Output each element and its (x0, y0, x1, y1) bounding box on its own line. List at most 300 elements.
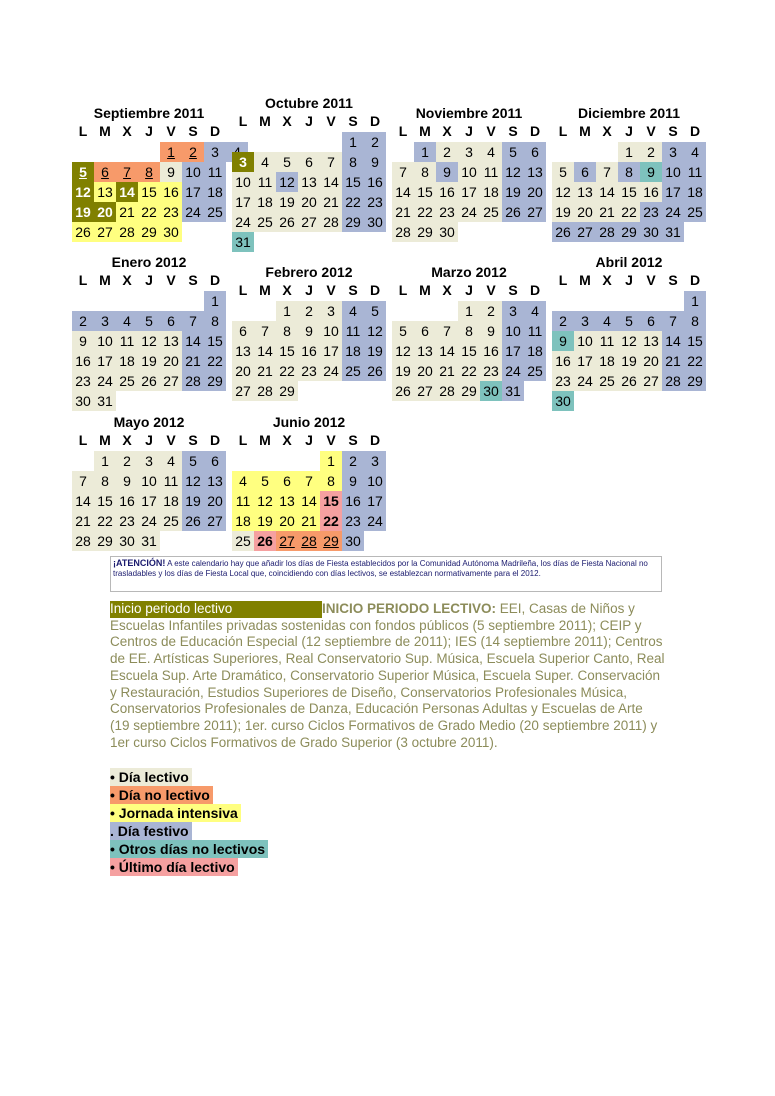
day-cell: 27 (298, 212, 320, 232)
day-cell: 10 (94, 331, 116, 351)
day-cell: 13 (574, 182, 596, 202)
weekday-header (72, 122, 226, 140)
day-cell: 8 (414, 162, 436, 182)
day-cell: 31 (138, 531, 160, 551)
day-cell: 3 (364, 451, 386, 471)
day-cell: 30 (480, 381, 502, 401)
day-cell: 28 (662, 371, 684, 391)
day-cell: 19 (254, 511, 276, 531)
day-cell: 30 (552, 391, 574, 411)
day-cell: 28 (392, 222, 414, 242)
weekday-letter: L (558, 123, 568, 139)
day-cell: 12 (182, 471, 204, 491)
weekday-header (392, 122, 546, 140)
weekday-letter: D (689, 272, 701, 288)
day-cell: 5 (138, 311, 160, 331)
day-cell: 9 (480, 321, 502, 341)
day-cell: 18 (204, 182, 226, 202)
day-cell: 22 (618, 202, 640, 222)
day-cell: 9 (116, 471, 138, 491)
weekday-letter: X (282, 113, 292, 129)
weekday-letter: V (326, 282, 336, 298)
weekday-letter: J (465, 123, 473, 139)
day-cell: 9 (72, 331, 94, 351)
day-cell: 8 (204, 311, 226, 331)
day-cell: 31 (502, 381, 524, 401)
day-cell: 15 (342, 172, 364, 192)
day-cell: 1 (414, 142, 436, 162)
day-cell: 1 (458, 301, 480, 321)
day-cell: 20 (204, 491, 226, 511)
weekday-header (72, 431, 226, 449)
inicio-periodo-tag: Inicio periodo lectivo (110, 601, 322, 618)
day-cell: 28 (298, 531, 320, 551)
day-cell: 29 (276, 381, 298, 401)
day-cell: 16 (436, 182, 458, 202)
day-cell: 21 (72, 511, 94, 531)
day-cell: 27 (640, 371, 662, 391)
day-cell: 4 (232, 471, 254, 491)
day-cell: 6 (94, 162, 116, 182)
day-cell: 28 (596, 222, 618, 242)
day-cell: 14 (392, 182, 414, 202)
weekday-letter: M (99, 123, 111, 139)
day-cell: 9 (342, 471, 364, 491)
weekday-letter: V (166, 272, 176, 288)
day-cell: 25 (684, 202, 706, 222)
weekday-letter: L (398, 282, 408, 298)
day-cell: 24 (182, 202, 204, 222)
day-cell: 25 (232, 531, 254, 551)
day-cell: 2 (298, 301, 320, 321)
day-cell: 30 (72, 391, 94, 411)
day-cell: 21 (182, 351, 204, 371)
day-cell: 15 (618, 182, 640, 202)
weekday-letter: S (508, 123, 518, 139)
weekday-letter: V (326, 432, 336, 448)
day-cell: 2 (182, 142, 204, 162)
day-cell: 6 (574, 162, 596, 182)
day-cell: 12 (276, 172, 298, 192)
day-cell: 1 (320, 451, 342, 471)
day-cell: 26 (254, 531, 276, 551)
month-title: Enero 2012 (111, 254, 187, 270)
day-cell: 16 (364, 172, 386, 192)
day-cell: 15 (138, 182, 160, 202)
day-cell: 1 (276, 301, 298, 321)
day-cell: 29 (204, 371, 226, 391)
notice-heading: ¡ATENCIÓN! (113, 558, 166, 568)
day-cell: 26 (182, 511, 204, 531)
weekday-letter: M (99, 272, 111, 288)
day-cell: 18 (160, 491, 182, 511)
weekday-letter: V (646, 272, 656, 288)
day-cell: 10 (662, 162, 684, 182)
day-cell: 20 (160, 351, 182, 371)
weekday-letter: S (348, 282, 358, 298)
day-cell: 12 (392, 341, 414, 361)
weekday-letter: M (99, 432, 111, 448)
day-cell: 8 (342, 152, 364, 172)
day-cell: 7 (182, 311, 204, 331)
day-cell: 9 (364, 152, 386, 172)
day-cell: 26 (364, 361, 386, 381)
day-cell: 16 (298, 341, 320, 361)
weekday-letter: M (579, 123, 591, 139)
day-cell: 15 (684, 331, 706, 351)
weekday-letter: L (78, 272, 88, 288)
weekday-letter: D (369, 432, 381, 448)
day-cell: 8 (276, 321, 298, 341)
day-cell: 13 (94, 182, 116, 202)
day-cell: 12 (618, 331, 640, 351)
weekday-letter: L (78, 432, 88, 448)
day-cell: 6 (524, 142, 546, 162)
weekday-letter: V (646, 123, 656, 139)
day-cell: 21 (596, 202, 618, 222)
day-cell: 18 (684, 182, 706, 202)
day-cell: 11 (524, 321, 546, 341)
weekday-letter: X (602, 123, 612, 139)
day-cell: 18 (524, 341, 546, 361)
day-cell: 11 (596, 331, 618, 351)
day-cell: 19 (392, 361, 414, 381)
month-title: Noviembre 2011 (415, 105, 523, 121)
day-cell: 4 (684, 142, 706, 162)
weekday-letter: S (348, 432, 358, 448)
day-cell: 25 (480, 202, 502, 222)
weekday-letter: M (259, 432, 271, 448)
weekday-letter: X (442, 123, 452, 139)
day-cell: 26 (502, 202, 524, 222)
day-cell: 28 (116, 222, 138, 242)
day-cell: 6 (298, 152, 320, 172)
day-cell: 8 (138, 162, 160, 182)
day-cell: 25 (160, 511, 182, 531)
day-cell: 26 (276, 212, 298, 232)
day-cell: 4 (480, 142, 502, 162)
day-cell: 27 (94, 222, 116, 242)
day-cell: 13 (298, 172, 320, 192)
day-cell: 12 (552, 182, 574, 202)
day-cell: 16 (116, 491, 138, 511)
weekday-letter: D (529, 282, 541, 298)
day-cell: 21 (254, 361, 276, 381)
day-cell: 10 (458, 162, 480, 182)
day-cell: 22 (458, 361, 480, 381)
month-title: Diciembre 2011 (578, 105, 680, 121)
day-cell: 20 (524, 182, 546, 202)
day-cell: 28 (320, 212, 342, 232)
weekday-letter: D (689, 123, 701, 139)
weekday-letter: L (78, 123, 88, 139)
day-cell: 11 (684, 162, 706, 182)
day-cell: 27 (232, 381, 254, 401)
day-cell: 30 (116, 531, 138, 551)
day-cell: 19 (502, 182, 524, 202)
day-cell: 23 (640, 202, 662, 222)
day-cell: 13 (414, 341, 436, 361)
weekday-letter: L (558, 272, 568, 288)
day-cell: 30 (364, 212, 386, 232)
day-cell: 17 (574, 351, 596, 371)
day-cell: 5 (392, 321, 414, 341)
weekday-letter: S (668, 123, 678, 139)
weekday-header (232, 281, 386, 299)
day-cell: 9 (552, 331, 574, 351)
day-cell: 4 (116, 311, 138, 331)
day-cell: 20 (232, 361, 254, 381)
day-cell: 23 (552, 371, 574, 391)
weekday-header (552, 271, 706, 289)
day-cell: 14 (182, 331, 204, 351)
weekday-letter: X (282, 282, 292, 298)
day-cell: 7 (662, 311, 684, 331)
day-cell: 25 (524, 361, 546, 381)
day-cell: 10 (320, 321, 342, 341)
day-cell: 29 (320, 531, 342, 551)
weekday-letter: J (625, 272, 633, 288)
day-cell: 5 (502, 142, 524, 162)
day-cell: 15 (414, 182, 436, 202)
day-cell: 1 (684, 291, 706, 311)
day-cell: 6 (640, 311, 662, 331)
weekday-letter: V (166, 432, 176, 448)
day-cell: 22 (276, 361, 298, 381)
day-cell: 14 (72, 491, 94, 511)
day-cell: 16 (342, 491, 364, 511)
day-cell: 10 (182, 162, 204, 182)
month-title: Febrero 2012 (265, 264, 353, 280)
weekday-letter: S (508, 282, 518, 298)
day-cell: 22 (94, 511, 116, 531)
inicio-periodo-text: EEI, Casas de Niños y Escuelas Infantiles privadas sostenidas con fondos públicos (5 septiembre 2011); CEIP y Centros de Educación Especial (12 septiembre de 2011); IES (14 septiembre 2011); Centros de EE. Artísticas Superiores, Real Conservatorio Sup. Música, Escuela Superior Canto, Real Escuela Sup. Arte Dramático, Conservatorio Superior Música, Escuela Super. Conservación y Restauración, Estudios Superiores de Diseño, Conservatorios Profesionales Música, Conservatorios Profesionales de Danza, Educación Personas Adultas y Escuelas de Arte (19 septiembre 2011); 1er. curso Ciclos Formativos de Grado Medio (20 septiembre 2011) y 1er curso Ciclos Formativos de Grado Superior (3 octubre 2011). (110, 601, 665, 750)
legend-item: . Día festivo (110, 822, 192, 840)
day-cell: 29 (684, 371, 706, 391)
day-cell: 19 (276, 192, 298, 212)
weekday-letter: X (122, 123, 132, 139)
legend-item: • Jornada intensiva (110, 804, 241, 822)
weekday-letter: D (369, 282, 381, 298)
day-cell: 30 (436, 222, 458, 242)
day-cell: 25 (596, 371, 618, 391)
day-cell: 5 (552, 162, 574, 182)
day-cell: 3 (138, 451, 160, 471)
day-cell: 3 (502, 301, 524, 321)
day-cell: 4 (524, 301, 546, 321)
weekday-letter: D (209, 432, 221, 448)
weekday-letter: J (305, 113, 313, 129)
day-cell: 3 (232, 152, 254, 172)
day-cell: 29 (618, 222, 640, 242)
weekday-letter: X (122, 432, 132, 448)
day-cell: 18 (116, 351, 138, 371)
day-cell: 21 (320, 192, 342, 212)
day-cell: 15 (320, 491, 342, 511)
day-cell: 11 (232, 491, 254, 511)
day-cell: 19 (618, 351, 640, 371)
day-cell: 7 (320, 152, 342, 172)
weekday-letter: X (442, 282, 452, 298)
day-cell: 13 (232, 341, 254, 361)
day-cell: 7 (254, 321, 276, 341)
weekday-letter: M (419, 123, 431, 139)
day-cell: 17 (320, 341, 342, 361)
legend-item: • Otros días no lectivos (110, 840, 268, 858)
day-cell: 10 (364, 471, 386, 491)
day-cell: 16 (480, 341, 502, 361)
day-cell: 11 (342, 321, 364, 341)
day-cell: 28 (182, 371, 204, 391)
day-cell: 23 (116, 511, 138, 531)
day-cell: 1 (94, 451, 116, 471)
day-cell: 3 (574, 311, 596, 331)
weekday-letter: S (188, 123, 198, 139)
day-cell: 3 (662, 142, 684, 162)
day-cell: 25 (342, 361, 364, 381)
day-cell: 2 (480, 301, 502, 321)
weekday-letter: S (188, 272, 198, 288)
weekday-letter: S (668, 272, 678, 288)
day-cell: 7 (392, 162, 414, 182)
day-cell: 19 (552, 202, 574, 222)
day-cell: 14 (298, 491, 320, 511)
day-cell: 20 (574, 202, 596, 222)
weekday-letter: S (348, 113, 358, 129)
day-cell: 17 (94, 351, 116, 371)
day-cell: 22 (414, 202, 436, 222)
day-cell: 2 (364, 132, 386, 152)
day-cell: 8 (94, 471, 116, 491)
day-cell: 1 (204, 291, 226, 311)
day-cell: 7 (116, 162, 138, 182)
weekday-letter: X (122, 272, 132, 288)
day-cell: 20 (298, 192, 320, 212)
weekday-letter: V (486, 123, 496, 139)
weekday-letter: X (602, 272, 612, 288)
day-cell: 24 (232, 212, 254, 232)
weekday-letter: J (305, 282, 313, 298)
day-cell: 23 (342, 511, 364, 531)
day-cell: 25 (204, 202, 226, 222)
day-cell: 3 (320, 301, 342, 321)
day-cell: 23 (364, 192, 386, 212)
day-cell: 22 (204, 351, 226, 371)
day-cell: 17 (182, 182, 204, 202)
weekday-header (232, 112, 386, 130)
day-cell: 29 (94, 531, 116, 551)
month-title: Marzo 2012 (431, 264, 507, 280)
day-cell: 17 (458, 182, 480, 202)
day-cell: 24 (94, 371, 116, 391)
weekday-letter: D (209, 272, 221, 288)
day-cell: 19 (72, 202, 94, 222)
day-cell: 3 (458, 142, 480, 162)
day-cell: 2 (640, 142, 662, 162)
day-cell: 26 (138, 371, 160, 391)
weekday-letter: J (465, 282, 473, 298)
day-cell: 14 (116, 182, 138, 202)
day-cell: 8 (458, 321, 480, 341)
day-cell: 26 (72, 222, 94, 242)
day-cell: 7 (298, 471, 320, 491)
day-cell: 20 (94, 202, 116, 222)
day-cell: 13 (204, 471, 226, 491)
day-cell: 11 (116, 331, 138, 351)
day-cell: 13 (160, 331, 182, 351)
day-cell: 6 (160, 311, 182, 331)
day-cell: 27 (574, 222, 596, 242)
day-cell: 27 (160, 371, 182, 391)
day-cell: 12 (364, 321, 386, 341)
weekday-letter: V (326, 113, 336, 129)
day-cell: 9 (298, 321, 320, 341)
day-cell: 9 (436, 162, 458, 182)
day-cell: 29 (138, 222, 160, 242)
day-cell: 21 (298, 511, 320, 531)
weekday-letter: V (166, 123, 176, 139)
day-cell: 25 (254, 212, 276, 232)
day-cell: 26 (392, 381, 414, 401)
day-cell: 30 (342, 531, 364, 551)
weekday-header (552, 122, 706, 140)
day-cell: 10 (574, 331, 596, 351)
day-cell: 14 (320, 172, 342, 192)
day-cell: 14 (254, 341, 276, 361)
weekday-letter: M (579, 272, 591, 288)
day-cell: 20 (640, 351, 662, 371)
day-cell: 23 (480, 361, 502, 381)
day-cell: 6 (276, 471, 298, 491)
day-cell: 29 (342, 212, 364, 232)
day-cell: 4 (160, 451, 182, 471)
day-cell: 22 (684, 351, 706, 371)
day-cell: 19 (182, 491, 204, 511)
weekday-header (72, 271, 226, 289)
day-cell: 28 (254, 381, 276, 401)
day-cell: 18 (596, 351, 618, 371)
day-cell: 26 (552, 222, 574, 242)
day-cell: 17 (232, 192, 254, 212)
day-cell: 24 (138, 511, 160, 531)
day-cell: 31 (94, 391, 116, 411)
day-cell: 24 (502, 361, 524, 381)
day-cell: 19 (138, 351, 160, 371)
weekday-letter: L (238, 282, 248, 298)
day-cell: 27 (414, 381, 436, 401)
weekday-letter: M (259, 113, 271, 129)
day-cell: 16 (552, 351, 574, 371)
day-cell: 2 (436, 142, 458, 162)
day-cell: 22 (138, 202, 160, 222)
day-cell: 14 (596, 182, 618, 202)
day-cell: 14 (662, 331, 684, 351)
day-cell: 16 (160, 182, 182, 202)
day-cell: 1 (342, 132, 364, 152)
day-cell: 12 (138, 331, 160, 351)
day-cell: 17 (138, 491, 160, 511)
weekday-letter: L (238, 113, 248, 129)
day-cell: 12 (72, 182, 94, 202)
weekday-letter: L (398, 123, 408, 139)
day-cell: 19 (364, 341, 386, 361)
day-cell: 21 (662, 351, 684, 371)
day-cell: 7 (436, 321, 458, 341)
notice-text: A este calendario hay que añadir los días de Fiesta establecidos por la Comunidad Autónoma Madrileña, los días de Fiesta Nacional no trasladables y los días de Fiesta Local que, coincidiendo con días lectivos, se establezcan normativamente para el 2012. (113, 559, 648, 578)
day-cell: 11 (254, 172, 276, 192)
weekday-letter: M (419, 282, 431, 298)
day-cell: 30 (640, 222, 662, 242)
